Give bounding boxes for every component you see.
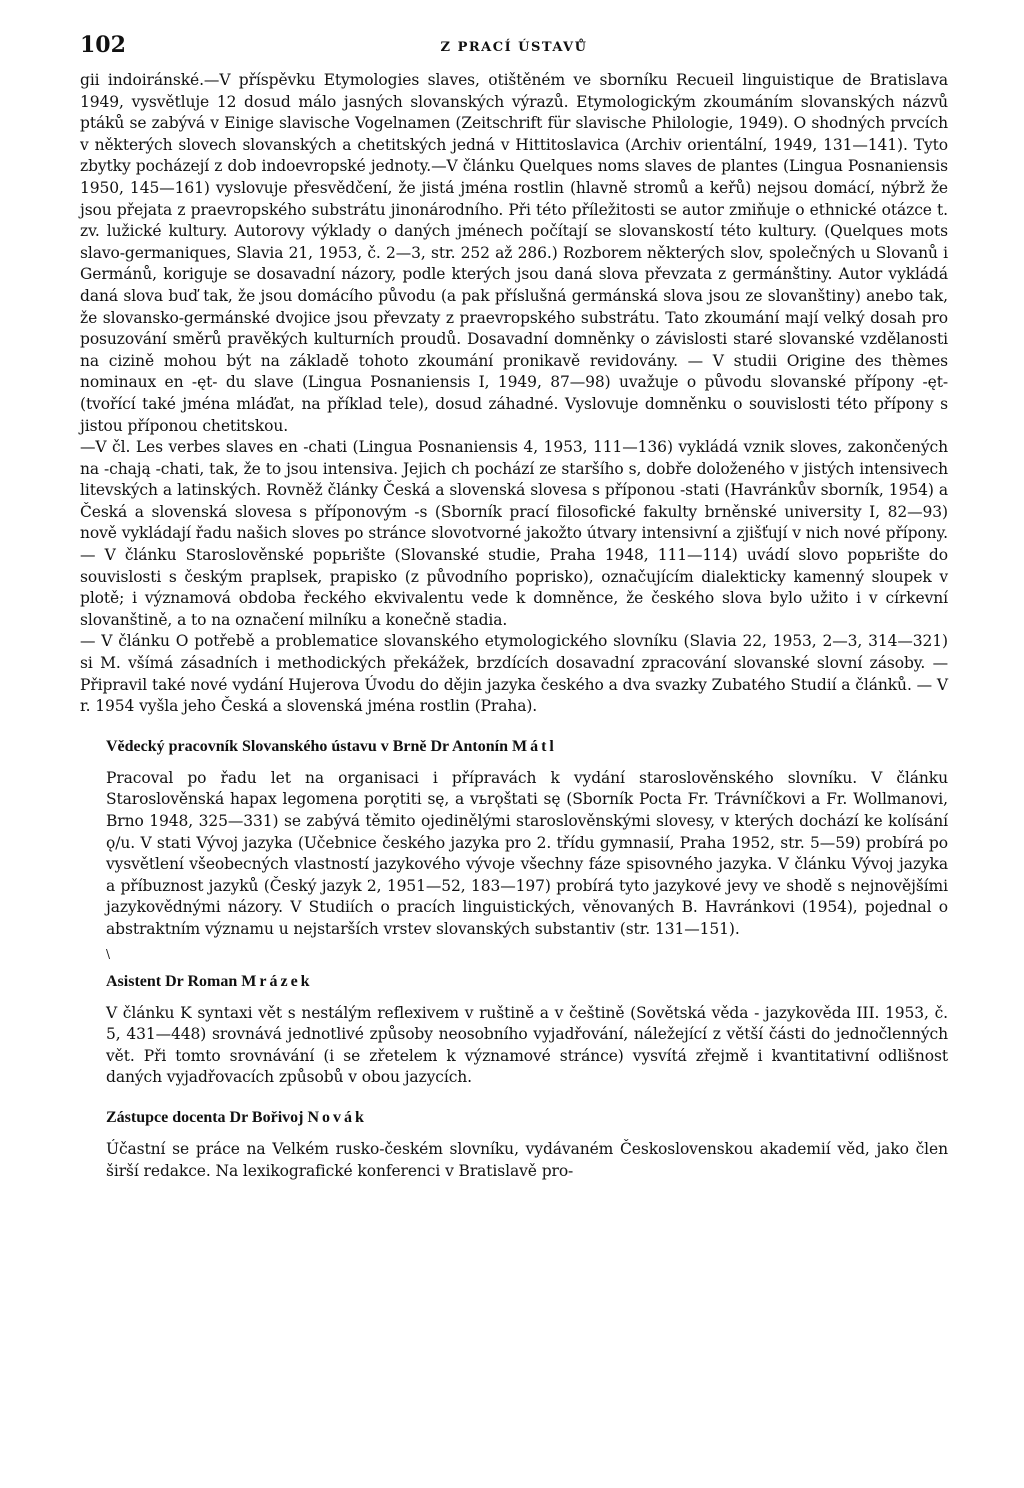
section-body: V článku K syntaxi vět s nestálým reflexivem v ruštině a v češtině (Sovětská věda - jazykověda III. 1953, č. 5, 431—448) srovnává jednotlivé způsoby neosobního vyjadřování, náležející z větší části do jednočlenných vět. Při tomto srovnávání (i se zřetelem k významové stránce) vysvítá zřejmě i kvantitativní odlišnost daných vyjadřovacích způsobů v obou jazycích. — [106, 1003, 948, 1087]
section-heading — [106, 973, 948, 991]
heading-surname: Mrázek — [241, 972, 313, 990]
document-page — [80, 30, 948, 1182]
section-mrazek — [80, 973, 948, 1089]
section-heading — [106, 1109, 948, 1127]
section-body: Účastní se práce na Velkém rusko-českém slovníku, vydávaném Československou akademií věd, jako člen širší redakce. Na lexikografické konferenci v Bratislavě pro- — [106, 1139, 948, 1180]
page-number: 102 — [80, 32, 126, 58]
body-paragraph: gii indoiránské.—V příspěvku Etymologies slaves, otištěném ve sborníku Recueil linguistique de Bratislava 1949, vysvětluje 12 dosud málo jasných slovanských výrazů. Etymologickým zkoumáním slovanských názvů ptáků se zabývá v Einige slavische Vogelnamen (Zeitschrift für slavische Philologie, 1949). O shodných prvcích v některých slovech slovanských a chetitských jedná v Hittitoslavica (Archiv orientální, 1949, 131—141). Tyto zbytky pocházejí z dob indoevropské jednoty.—V článku Quelques noms slaves de plantes (Lingua Posnaniensis 1950, 145—161) vyslovuje přesvědčení, že jistá jména rostlin (hlavně stromů a keřů) nejsou domácí, nýbrž že jsou přejata z praevropského substrátu jinonárodního. Při této příležitosti se autor zmiňuje o ethnické otázce t. zv. lužické kultury. Autorovy výklady o daných jménech počítají se slovanskostí této kultury. (Quelques mots slavo-germaniques, Slavia 21, 1953, č. 2—3, str. 252 až 286.) Rozborem některých slov, společných u Slovanů i Germánů, koriguje se dosavadní názory, podle kterých jsou daná slova převzata z germánštiny. Autor vykládá daná slova buď tak, že jsou domácího původu (a pak příslušná germánská slova jsou ze slovanštiny) anebo tak, že slovansko-germánské dvojice jsou převzaty z praevropského substrátu. Tato zkoumání mají velký dosah pro posuzování směrů pravěkých kulturních proudů. Dosavadní domněnky o závislosti staré slovanské vzdělanosti na cizině mohou být na základě tohoto zkoumání pronikavě revidovány. — V studii Origine des thèmes nominaux en -ęt- du slave (Lingua Posnaniensis I, 1949, 87—98) uvažuje o původu slovanské přípony -ęt- (tvořící také jména mláďat, na příklad tele), dosud záhadné. Vyslovuje domněnku o souvislosti této přípony s jistou příponou chetitskou. — [80, 71, 948, 435]
running-head — [80, 30, 948, 70]
body-paragraph: — V článku O potřebě a problematice slovanského etymologického slovníku (Slavia 22, 1953, 2—3, 314—321) si M. všímá zásadních i methodických překážek, brzdících dosavadní zpracování slovanské slovní zásoby. — Připravil také nové vydání Hujerova Úvodu do dějin jazyka českého a dva svazky Zubatého Studií a článků. — V r. 1954 vyšla jeho Česká a slovenská jména rostlin (Praha). — [80, 632, 948, 716]
heading-surname: Novák — [307, 1108, 367, 1126]
section-body: Pracoval po řadu let na organisaci i přípravách k vydání staroslověnského slovníku. V článku Staroslověnská hapax legomena porǫtiti sę, a vьrǫštati sę (Sborník Pocta Fr. Trávníčkovi a Fr. Wollmanovi, Brno 1948, 325—331) se zabývá těmito ojedinělými staroslověnskými slovesy, v kterých dochází ke kolísání ǫ/u. V stati Vývoj jazyka (Učebnice českého jazyka pro 2. třídu gymnasií, Praha 1952, str. 5—59) probírá po vysvětlení všeobecných vlastností jazykového vývoje všechny fáze spisovného jazyka. V článku Vývoj jazyka a příbuznost jazyků (Český jazyk 2, 1951—52, 183—197) probírá tyto jazykové jevy ve shodě s nejnovějšími jazykovědnými názory. V Studiích o pracích linguistických, věnovaných B. Havránkovi (1954), pojednal o abstraktním významu u nejstarších vrstev slovanských substantiv (str. 131—151). — [106, 768, 948, 938]
stray-mark: \ — [106, 946, 111, 961]
heading-title: Zástupce docenta Dr Bořivoj — [106, 1108, 304, 1126]
section-matl — [80, 738, 948, 941]
heading-surname: Mátl — [512, 737, 557, 755]
section-heading — [106, 738, 948, 756]
heading-title: Vědecký pracovník Slovanského ústavu v Brně Dr Antonín — [106, 737, 508, 755]
body-paragraph: —V čl. Les verbes slaves en -chati (Lingua Posnaniensis 4, 1953, 111—136) vykládá vznik sloves, zakončených na -chają -chati, tak, že to jsou intensiva. Jejich ch pochází ze staršího s, dobře doloženého v jistých intensivech litevských a latinských. Rovněž články Česká a slovenská slovesa s příponou -stati (Havránkův sborník, 1954) a Česká a slovenská slovesa s příponovým -s (Sborník prací filosofické fakulty brněnské university I, 82—93) nově vykládají řadu našich sloves po stránce slovotvorné jakožto útvary intensivní a zjišťují v nich nové přípony. — V článku Staroslověnské popьrište (Slovanské studie, Praha 1948, 111—114) uvádí slovo popьrište do souvislosti s českým praplsek, prapisko (z původního poprisko), označujícím dialekticky kamenný sloupek v plotě; i významová obdoba řeckého ekvivalentu vede k domněnce, že českého slova bylo užito i v církevní slovanštině, a to na označení milníku a konečně stadia. — [80, 438, 948, 629]
section-novak — [80, 1109, 948, 1182]
running-title: Z PRACÍ ÚSTAVŮ — [440, 40, 588, 55]
heading-title: Asistent Dr Roman — [106, 972, 238, 990]
